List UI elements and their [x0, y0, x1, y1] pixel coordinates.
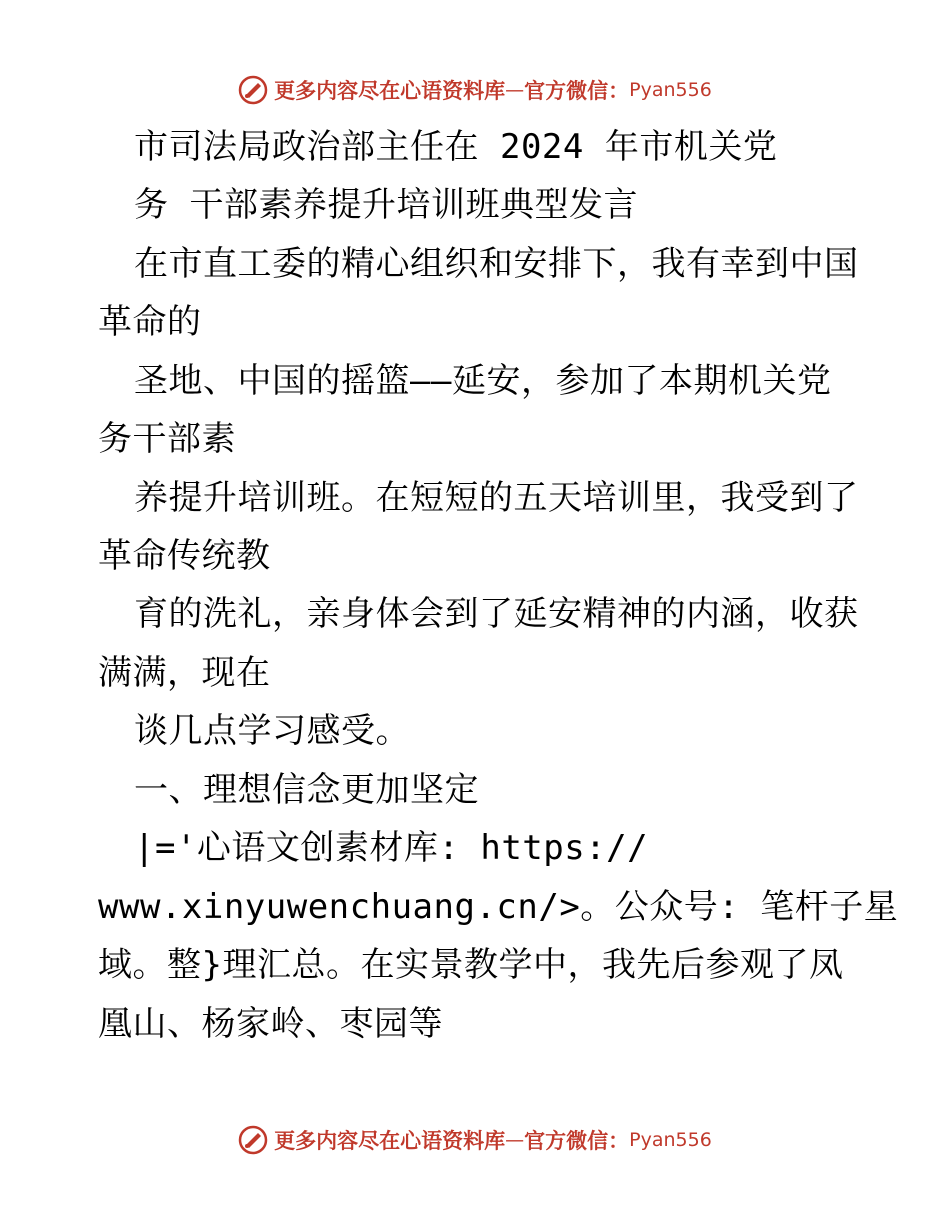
title-line-2: 务 干部素养提升培训班典型发言: [134, 185, 638, 225]
text-line: 域。整}理汇总。在实景教学中，我先后参观了凤: [98, 945, 844, 985]
text-line: |='心语文创素材库: https://: [134, 828, 649, 868]
banner-slogan: 更多内容尽在心语资料库: [274, 78, 506, 103]
banner-slogan: 更多内容尽在心语资料库: [274, 1128, 506, 1153]
banner-wechat-label: 官方微信：: [524, 1128, 630, 1153]
text-line: 在市直工委的精心组织和安排下，我有幸到中国: [134, 244, 859, 284]
text-line: 谈几点学习感受。: [134, 711, 410, 751]
brand-logo-icon: [238, 1125, 268, 1155]
text-line: 革命的: [98, 302, 202, 342]
text-line: 满满，现在: [98, 653, 271, 693]
header-banner: [0, 70, 950, 110]
footer-banner: [0, 1120, 950, 1160]
text-line: 凰山、杨家岭、枣园等: [98, 1004, 443, 1044]
banner-wechat-id: Pyan556: [629, 79, 712, 101]
text-line: 育的洗礼，亲身体会到了延安精神的内涵，收获: [134, 594, 859, 634]
title-line-1: 市司法局政治部主任在 2024 年市机关党: [134, 127, 778, 167]
banner-wechat-id: Pyan556: [629, 1129, 712, 1151]
text-line: 务干部素: [98, 419, 236, 459]
brand-logo-icon: [238, 75, 268, 105]
text-line: 革命传统教: [98, 536, 271, 576]
text-line: 养提升培训班。在短短的五天培训里，我受到了: [134, 478, 859, 518]
text-line: www.xinyuwenchuang.cn/>。公众号: 笔杆子星: [98, 887, 899, 927]
banner-dash: —: [505, 79, 525, 101]
text-line: 圣地、中国的摇篮——延安，参加了本期机关党: [134, 361, 832, 401]
banner-wechat-label: 官方微信：: [524, 78, 630, 103]
section-heading: 一、理想信念更加坚定: [134, 770, 479, 810]
banner-dash: —: [505, 1129, 525, 1151]
